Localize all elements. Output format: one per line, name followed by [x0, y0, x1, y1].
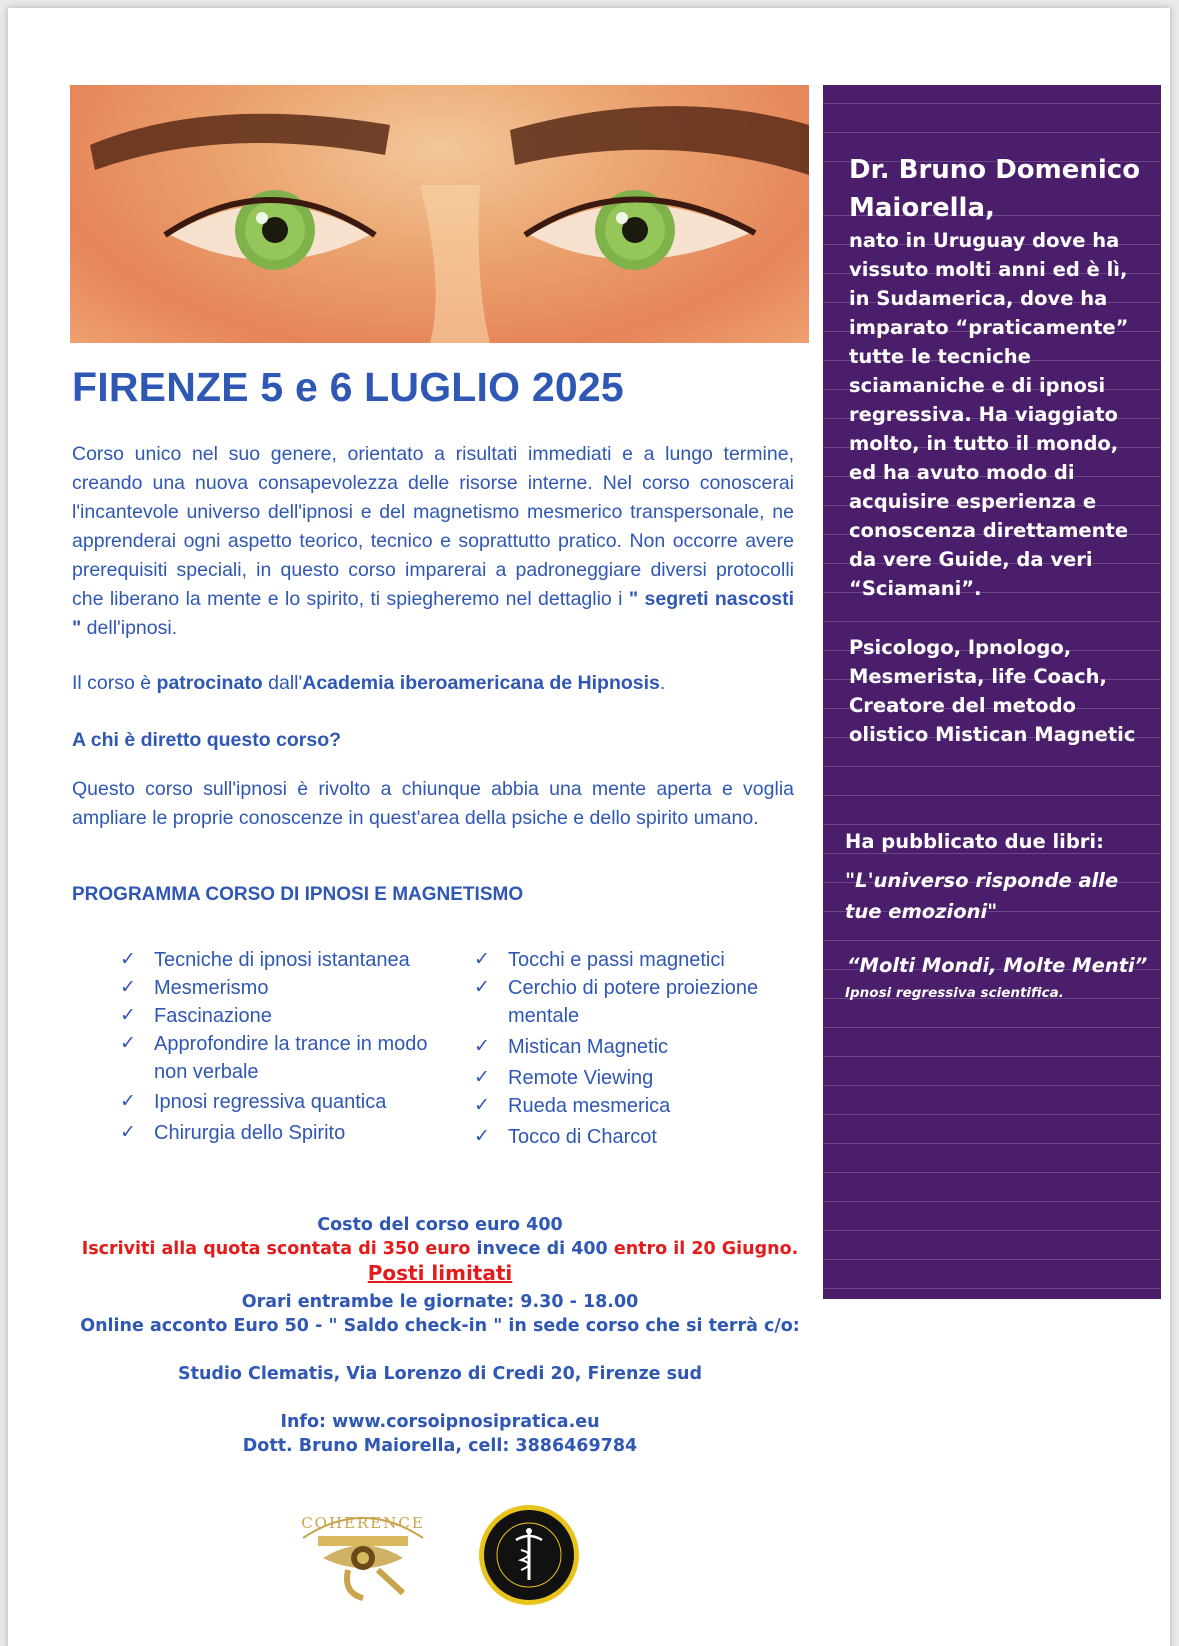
audience-heading: A chi è diretto questo corso? [72, 729, 342, 751]
coherence-logo [293, 1498, 433, 1608]
checkmark-icon: ✓ [120, 1091, 136, 1112]
book-title-1: "L'universo risponde alle tue emozioni" [845, 869, 1119, 923]
cost-line: Costo del corso euro 400 [317, 1215, 563, 1235]
program-heading: PROGRAMMA CORSO DI IPNOSI E MAGNETISMO [72, 884, 524, 905]
patronage-line: Il corso è patrocinato dall'Academia iberoamericana de Hipnosis. [72, 672, 666, 694]
checkmark-icon: ✓ [120, 949, 136, 970]
checkmark-icon: ✓ [474, 977, 490, 998]
svg-text:COHERENCE: COHERENCE [301, 1514, 425, 1532]
program-list-right [474, 946, 804, 1151]
checkmark-icon: ✓ [120, 1005, 136, 1026]
author-name: Dr. Bruno Domenico Maiorella, [849, 155, 1141, 223]
book-title-2: “Molti Mondi, Molte Menti” [847, 954, 1148, 977]
contact-line: Dott. Bruno Maiorella, cell: 3886469784 [242, 1436, 638, 1456]
list-item: ✓ Fascinazione [120, 1002, 460, 1030]
discount-line: Iscriviti alla quota scontata di 350 euro invece di 400 entro il 20 Giugno. [81, 1239, 799, 1259]
books-heading: Ha pubblicato due libri: [845, 830, 1104, 853]
list-item: ✓ Mistican Magnetic [474, 1033, 804, 1061]
info-link[interactable]: Info: www.corsoipnosipratica.eu [280, 1412, 600, 1432]
checkmark-icon: ✓ [474, 1067, 490, 1088]
author-roles: Psicologo, Ipnologo, Mesmerista, life Coach, Creatore del metodo olistico Mistican Magnetic [849, 636, 1136, 746]
author-bio: nato in Uruguay dove ha vissuto molti anni ed è lì, in Sudamerica, dove ha imparato “praticamente” tutte le tecniche sciamaniche e di ipnosi regressiva. Ha viaggiato molto, in tutto il mondo, ed ha avuto modo di acquisire esperienza e conoscenza direttamente da vere Guide, da veri “Sciamani”. [849, 229, 1129, 600]
author-sidebar [823, 85, 1161, 1299]
audience-paragraph: Questo corso sull'ipnosi è rivolto a chiunque abbia una mente aperta e voglia ampliare le proprie conoscenze in quest'area della psiche e dello spirito umano. [72, 778, 794, 829]
venue-line: Studio Clematis, Via Lorenzo di Credi 20, Firenze sud [177, 1364, 703, 1384]
checkmark-icon: ✓ [474, 1036, 490, 1057]
checkmark-icon: ✓ [120, 1122, 136, 1143]
list-item: ✓ Ipnosi regressiva quantica [120, 1088, 460, 1116]
list-item: ✓ Cerchio di potere proiezione mentale [474, 974, 804, 1030]
list-item: ✓ Chirurgia dello Spirito [120, 1119, 460, 1147]
academia-seal-logo [476, 1502, 582, 1608]
list-item: ✓ Remote Viewing [474, 1064, 804, 1092]
checkmark-icon: ✓ [474, 1126, 490, 1147]
checkmark-icon: ✓ [120, 1033, 136, 1054]
page-title: FIRENZE 5 e 6 LUGLIO 2025 [72, 364, 624, 410]
book-subtitle-2: Ipnosi regressiva scientifica. [845, 985, 1064, 1001]
program-list-left [120, 946, 460, 1147]
online-payment-line: Online acconto Euro 50 - " Saldo check-in " in sede corso che si terrà c/o: [80, 1316, 800, 1336]
checkmark-icon: ✓ [120, 977, 136, 998]
list-item: ✓ Tocco di Charcot [474, 1123, 804, 1151]
checkmark-icon: ✓ [474, 949, 490, 970]
list-item: ✓ Approfondire la trance in modo non verbale [120, 1030, 460, 1086]
intro-paragraph: Corso unico nel suo genere, orientato a risultati immediati e a lungo termine, creando una nuova consapevolezza delle risorse interne. Nel corso conoscerai l'incantevole universo dell'ipnosi e del magnetismo mesmerico transpersonale, ne apprenderai ogni aspetto teorico, tecnico e soprattutto pratico. Non occorre avere prerequisiti speciali, in questo corso imparerai a padroneggiare diversi protocolli che liberano la mente e lo spirito, ti spiegheremo nel dettaglio i " segreti nascosti " dell'ipnosi. [72, 443, 794, 639]
list-item: ✓ Tecniche di ipnosi istantanea [120, 946, 460, 974]
list-item: ✓ Rueda mesmerica [474, 1092, 804, 1120]
hours-line: Orari entrambe le giornate: 9.30 - 18.00 [241, 1292, 639, 1312]
list-item: ✓ Mesmerismo [120, 974, 460, 1002]
checkmark-icon: ✓ [474, 1095, 490, 1116]
limited-seats: Posti limitati [367, 1261, 513, 1285]
flyer-page [8, 8, 1170, 1646]
list-item: ✓ Tocchi e passi magnetici [474, 946, 804, 974]
eyes-photo [70, 85, 809, 343]
